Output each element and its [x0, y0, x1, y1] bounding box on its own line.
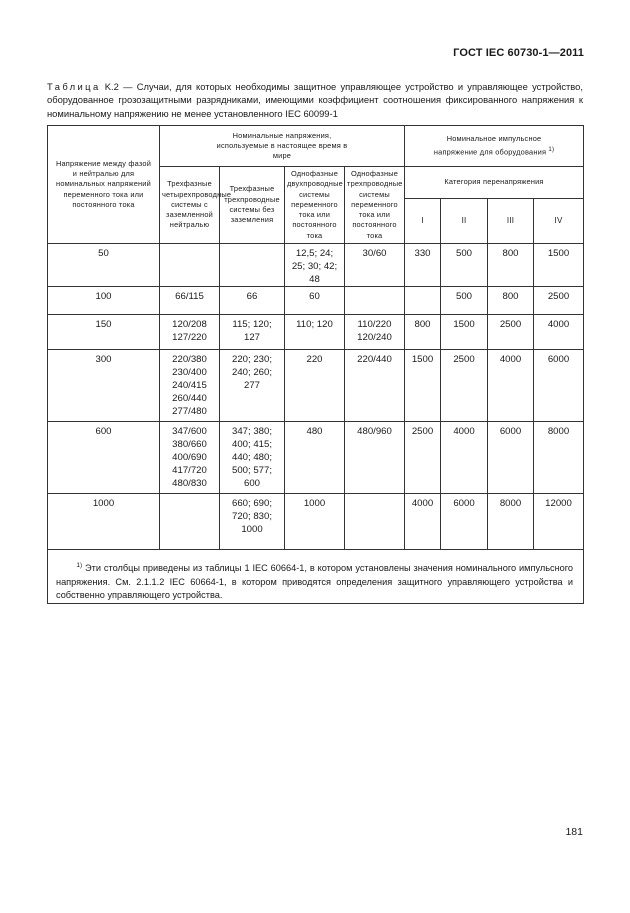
- cell-cat-ii: 4000: [441, 422, 488, 494]
- cell-voltage: 100: [48, 287, 160, 315]
- header-single-phase-three-wire: Однофазные трехпроводные системы переменного тока или постоянного тока: [345, 167, 405, 244]
- voltage-table: [47, 125, 584, 604]
- cell-cat-ii: 1500: [441, 315, 488, 350]
- cell-cat-ii: 500: [441, 287, 488, 315]
- cell-three-four: [160, 244, 220, 287]
- cell-single-two: 12,5; 24; 25; 30; 42; 48: [285, 244, 345, 287]
- cell-three-three: [220, 244, 285, 287]
- cell-three-four: 220/380 230/400 240/415 260/440 277/480: [160, 350, 220, 422]
- caption-label: Таблица: [47, 81, 101, 92]
- cell-cat-iii: 6000: [488, 422, 534, 494]
- cell-cat-iii: 8000: [488, 494, 534, 550]
- cell-cat-iv: 12000: [534, 494, 584, 550]
- footnote-text: Эти столбцы приведены из таблицы 1 IEC 60664-1, в котором установлены значения номинального импульсного напряжения. См. 2.1.1.2 IEC 60664-1, в котором приводятся определения защитного управляющего устройства и собственно управляющего устройства.: [56, 563, 574, 601]
- cell-single-three: 30/60: [345, 244, 405, 287]
- cell-three-four: [160, 494, 220, 550]
- cell-cat-i: 4000: [405, 494, 441, 550]
- cell-cat-i: 800: [405, 315, 441, 350]
- cell-three-three: 220; 230; 240; 260; 277: [220, 350, 285, 422]
- cell-cat-iv: 4000: [534, 315, 584, 350]
- table-caption: [47, 80, 583, 120]
- header-category-iv: IV: [534, 199, 584, 244]
- table-footnote: [48, 550, 584, 604]
- cell-single-three: 110/220 120/240: [345, 315, 405, 350]
- cell-cat-iv: 8000: [534, 422, 584, 494]
- cell-single-three: 480/960: [345, 422, 405, 494]
- table-row: [48, 315, 584, 350]
- page-number: 181: [565, 826, 583, 838]
- header-voltage: Напряжение между фазой и нейтралью для номинальных напряжений переменного тока или постоянного тока: [48, 126, 160, 244]
- cell-voltage: 600: [48, 422, 160, 494]
- header-nominal-voltages: Номинальные напряжения, используемые в настоящее время в мире: [160, 126, 405, 167]
- cell-cat-iii: 4000: [488, 350, 534, 422]
- cell-cat-iii: 800: [488, 287, 534, 315]
- header-impulse-voltage: [405, 126, 584, 167]
- cell-single-three: [345, 494, 405, 550]
- caption-text: K.2 — Случаи, для которых необходимы защитное управляющее устройство и управляющее устройство, оборудованное грозозащитными разрядниками, имеющими коэффициент соотношения фиксированного напряжения к номинальному напряжению не менее установленного IEC 60099-1: [47, 81, 583, 119]
- cell-single-two: 110; 120: [285, 315, 345, 350]
- cell-three-three: 115; 120; 127: [220, 315, 285, 350]
- header-three-phase-four-wire: Трехфазные четырехпроводные системы с заземленной нейтралью: [160, 167, 220, 244]
- header-category-iii: III: [488, 199, 534, 244]
- header-impulse-ref: 1): [548, 146, 555, 153]
- cell-voltage: 50: [48, 244, 160, 287]
- cell-three-four: 347/600 380/660 400/690 417/720 480/830: [160, 422, 220, 494]
- cell-cat-iii: 800: [488, 244, 534, 287]
- cell-single-two: 1000: [285, 494, 345, 550]
- footnote-mark: 1): [76, 562, 83, 570]
- footnote-row: [48, 550, 584, 604]
- cell-cat-iv: 1500: [534, 244, 584, 287]
- cell-single-two: 60: [285, 287, 345, 315]
- cell-cat-i: [405, 287, 441, 315]
- cell-three-three: 66: [220, 287, 285, 315]
- cell-single-two: 480: [285, 422, 345, 494]
- header-category-ii: II: [441, 199, 488, 244]
- table-row: [48, 494, 584, 550]
- header-impulse-text: Номинальное импульсное напряжение для оборудования: [433, 134, 547, 157]
- cell-cat-iii: 2500: [488, 315, 534, 350]
- cell-single-three: 220/440: [345, 350, 405, 422]
- cell-voltage: 300: [48, 350, 160, 422]
- cell-single-three: [345, 287, 405, 315]
- table-row: [48, 350, 584, 422]
- cell-cat-iv: 2500: [534, 287, 584, 315]
- table-row: [48, 287, 584, 315]
- header-single-phase-two-wire: Однофазные двухпроводные системы переменного тока или постоянного тока: [285, 167, 345, 244]
- cell-cat-ii: 500: [441, 244, 488, 287]
- cell-three-four: 66/115: [160, 287, 220, 315]
- cell-cat-i: 1500: [405, 350, 441, 422]
- cell-cat-iv: 6000: [534, 350, 584, 422]
- cell-cat-i: 330: [405, 244, 441, 287]
- cell-three-four: 120/208 127/220: [160, 315, 220, 350]
- cell-three-three: 660; 690; 720; 830; 1000: [220, 494, 285, 550]
- document-header: ГОСТ IEC 60730-1—2011: [453, 47, 584, 59]
- header-category-i: I: [405, 199, 441, 244]
- header-overvoltage-category: Категория перенапряжения: [405, 167, 584, 199]
- cell-cat-i: 2500: [405, 422, 441, 494]
- table-row: [48, 244, 584, 287]
- cell-cat-ii: 6000: [441, 494, 488, 550]
- cell-three-three: 347; 380; 400; 415; 440; 480; 500; 577; 600: [220, 422, 285, 494]
- cell-voltage: 1000: [48, 494, 160, 550]
- table-row: [48, 422, 584, 494]
- cell-voltage: 150: [48, 315, 160, 350]
- cell-cat-ii: 2500: [441, 350, 488, 422]
- header-three-phase-three-wire: Трехфазные трехпроводные системы без заземления: [220, 167, 285, 244]
- cell-single-two: 220: [285, 350, 345, 422]
